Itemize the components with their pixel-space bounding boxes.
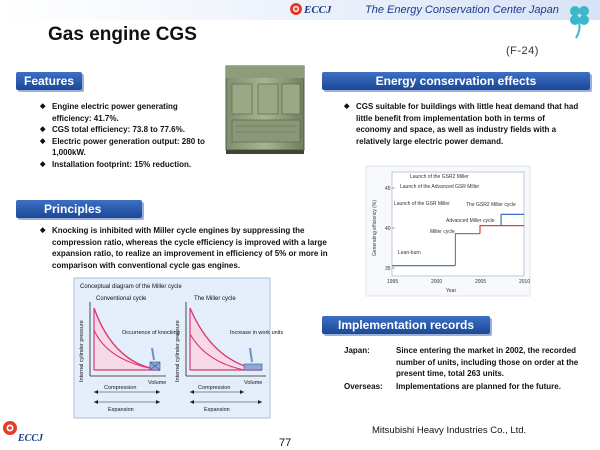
footer-logo-text: ECCJ xyxy=(18,433,44,444)
page-number: 77 xyxy=(279,437,292,449)
gas-engine-photo xyxy=(216,58,312,160)
chart-series-label: Lean-burn xyxy=(398,250,421,256)
bullet-diamond-icon: ◆ xyxy=(40,160,46,168)
x-tick-label: 2005 xyxy=(475,279,487,285)
bullet-diamond-icon: ◆ xyxy=(344,103,350,110)
chart-ylabel: Generating efficiency (%) xyxy=(372,199,378,256)
principles-text: ◆ Knocking is inhibited with Miller cycle engines by suppressing the compression ratio, whereas the cycle efficiency is improved with a large expansion ratio, to realize an improvement in efficiency of 5% or more in comparison with conventional cycle gas engines. xyxy=(40,226,328,270)
list-item: ◆ Electric power generation output: 280 to 1,000kW. xyxy=(40,136,205,157)
header-organization: The Energy Conservation Center Japan xyxy=(365,4,559,16)
right-diagram-xlabel: Volume xyxy=(244,380,263,386)
right-expansion-label: Expansion xyxy=(204,407,230,413)
right-compression-label: Compression xyxy=(198,385,231,391)
implementation-text: Implementations are planned for the future. xyxy=(396,381,561,391)
implementation-table xyxy=(344,345,584,393)
page-code: (F-24) xyxy=(506,45,539,57)
chart-annotation: Launch of the GSR Miller xyxy=(394,201,450,207)
left-diagram-note: Occurrence of knocking xyxy=(122,330,180,336)
right-diagram-note: Increase in work units xyxy=(230,330,284,336)
bullet-diamond-icon: ◆ xyxy=(40,137,46,145)
implementation-label: Overseas: xyxy=(344,381,383,391)
header-logo-text: ECCJ xyxy=(304,4,332,16)
effects-text: ◆ CGS suitable for buildings with little heat demand that had little benefit from implementation both in terms of economy and space, as well as industry fields with a relatively large electric power demand. xyxy=(344,102,579,146)
list-item: ◆ Engine electric power generating efficiency: 41.7%. xyxy=(40,102,178,123)
eccj-emblem-icon xyxy=(2,420,18,436)
efficiency-chart xyxy=(366,166,530,296)
chart-annotation: Launch of the GSR2 Miller xyxy=(410,174,469,180)
left-compression-label: Compression xyxy=(104,385,137,391)
y-tick-label: 45 xyxy=(385,186,391,192)
bullet-diamond-icon: ◆ xyxy=(40,103,46,110)
y-tick-label: 40 xyxy=(385,226,391,232)
effects-header: Energy conservation effects xyxy=(322,72,590,90)
table-row xyxy=(344,381,584,394)
page-title: Gas engine CGS xyxy=(48,24,197,45)
chart-xlabel: Year xyxy=(446,288,457,294)
features-header: Features xyxy=(16,72,82,90)
chart-series-label: Miller cycle xyxy=(430,229,455,235)
x-tick-label: 1995 xyxy=(387,279,399,285)
implementation-header: Implementation records xyxy=(322,316,490,334)
table-row xyxy=(344,345,584,381)
eccj-emblem-icon xyxy=(289,2,303,16)
chart-series-label: The GSR2 Miller cycle xyxy=(466,202,516,208)
diagram-title: Conceptual diagram of the Miller cycle xyxy=(80,284,182,290)
principles-header: Principles xyxy=(16,200,142,218)
features-list xyxy=(40,101,216,170)
left-diagram-ylabel: Internal cylinder pressure xyxy=(79,320,85,382)
miller-cycle-diagram xyxy=(74,278,284,418)
left-diagram-title: Conventional cycle xyxy=(96,296,147,302)
x-tick-label: 2000 xyxy=(431,279,443,285)
x-tick-label: 2010 xyxy=(519,279,531,285)
y-tick-label: 35 xyxy=(385,266,391,272)
list-item: ◆ CGS total efficiency: 73.8 to 77.6%. xyxy=(40,125,185,134)
bullet-diamond-icon: ◆ xyxy=(40,227,46,234)
implementation-label: Japan: xyxy=(344,346,370,355)
clover-icon xyxy=(564,2,594,40)
manufacturer-name: Mitsubishi Heavy Industries Co., Ltd. xyxy=(372,425,527,436)
chart-series-label: Advanced Miller cycle xyxy=(446,218,495,224)
chart-annotation: Launch of the Advanced GSR Miller xyxy=(400,184,480,190)
list-item: ◆ Installation footprint: 15% reduction. xyxy=(40,159,192,169)
left-diagram-xlabel: Volume xyxy=(148,380,167,386)
right-diagram-title: The Miller cycle xyxy=(194,296,236,302)
bullet-diamond-icon: ◆ xyxy=(40,126,46,133)
left-expansion-label: Expansion xyxy=(108,407,134,413)
right-diagram-ylabel: Internal cylinder pressure xyxy=(175,320,181,382)
implementation-text: Since entering the market in 2002, the recorded number of units, including those on order at the present time, total 263 units. xyxy=(396,346,579,378)
